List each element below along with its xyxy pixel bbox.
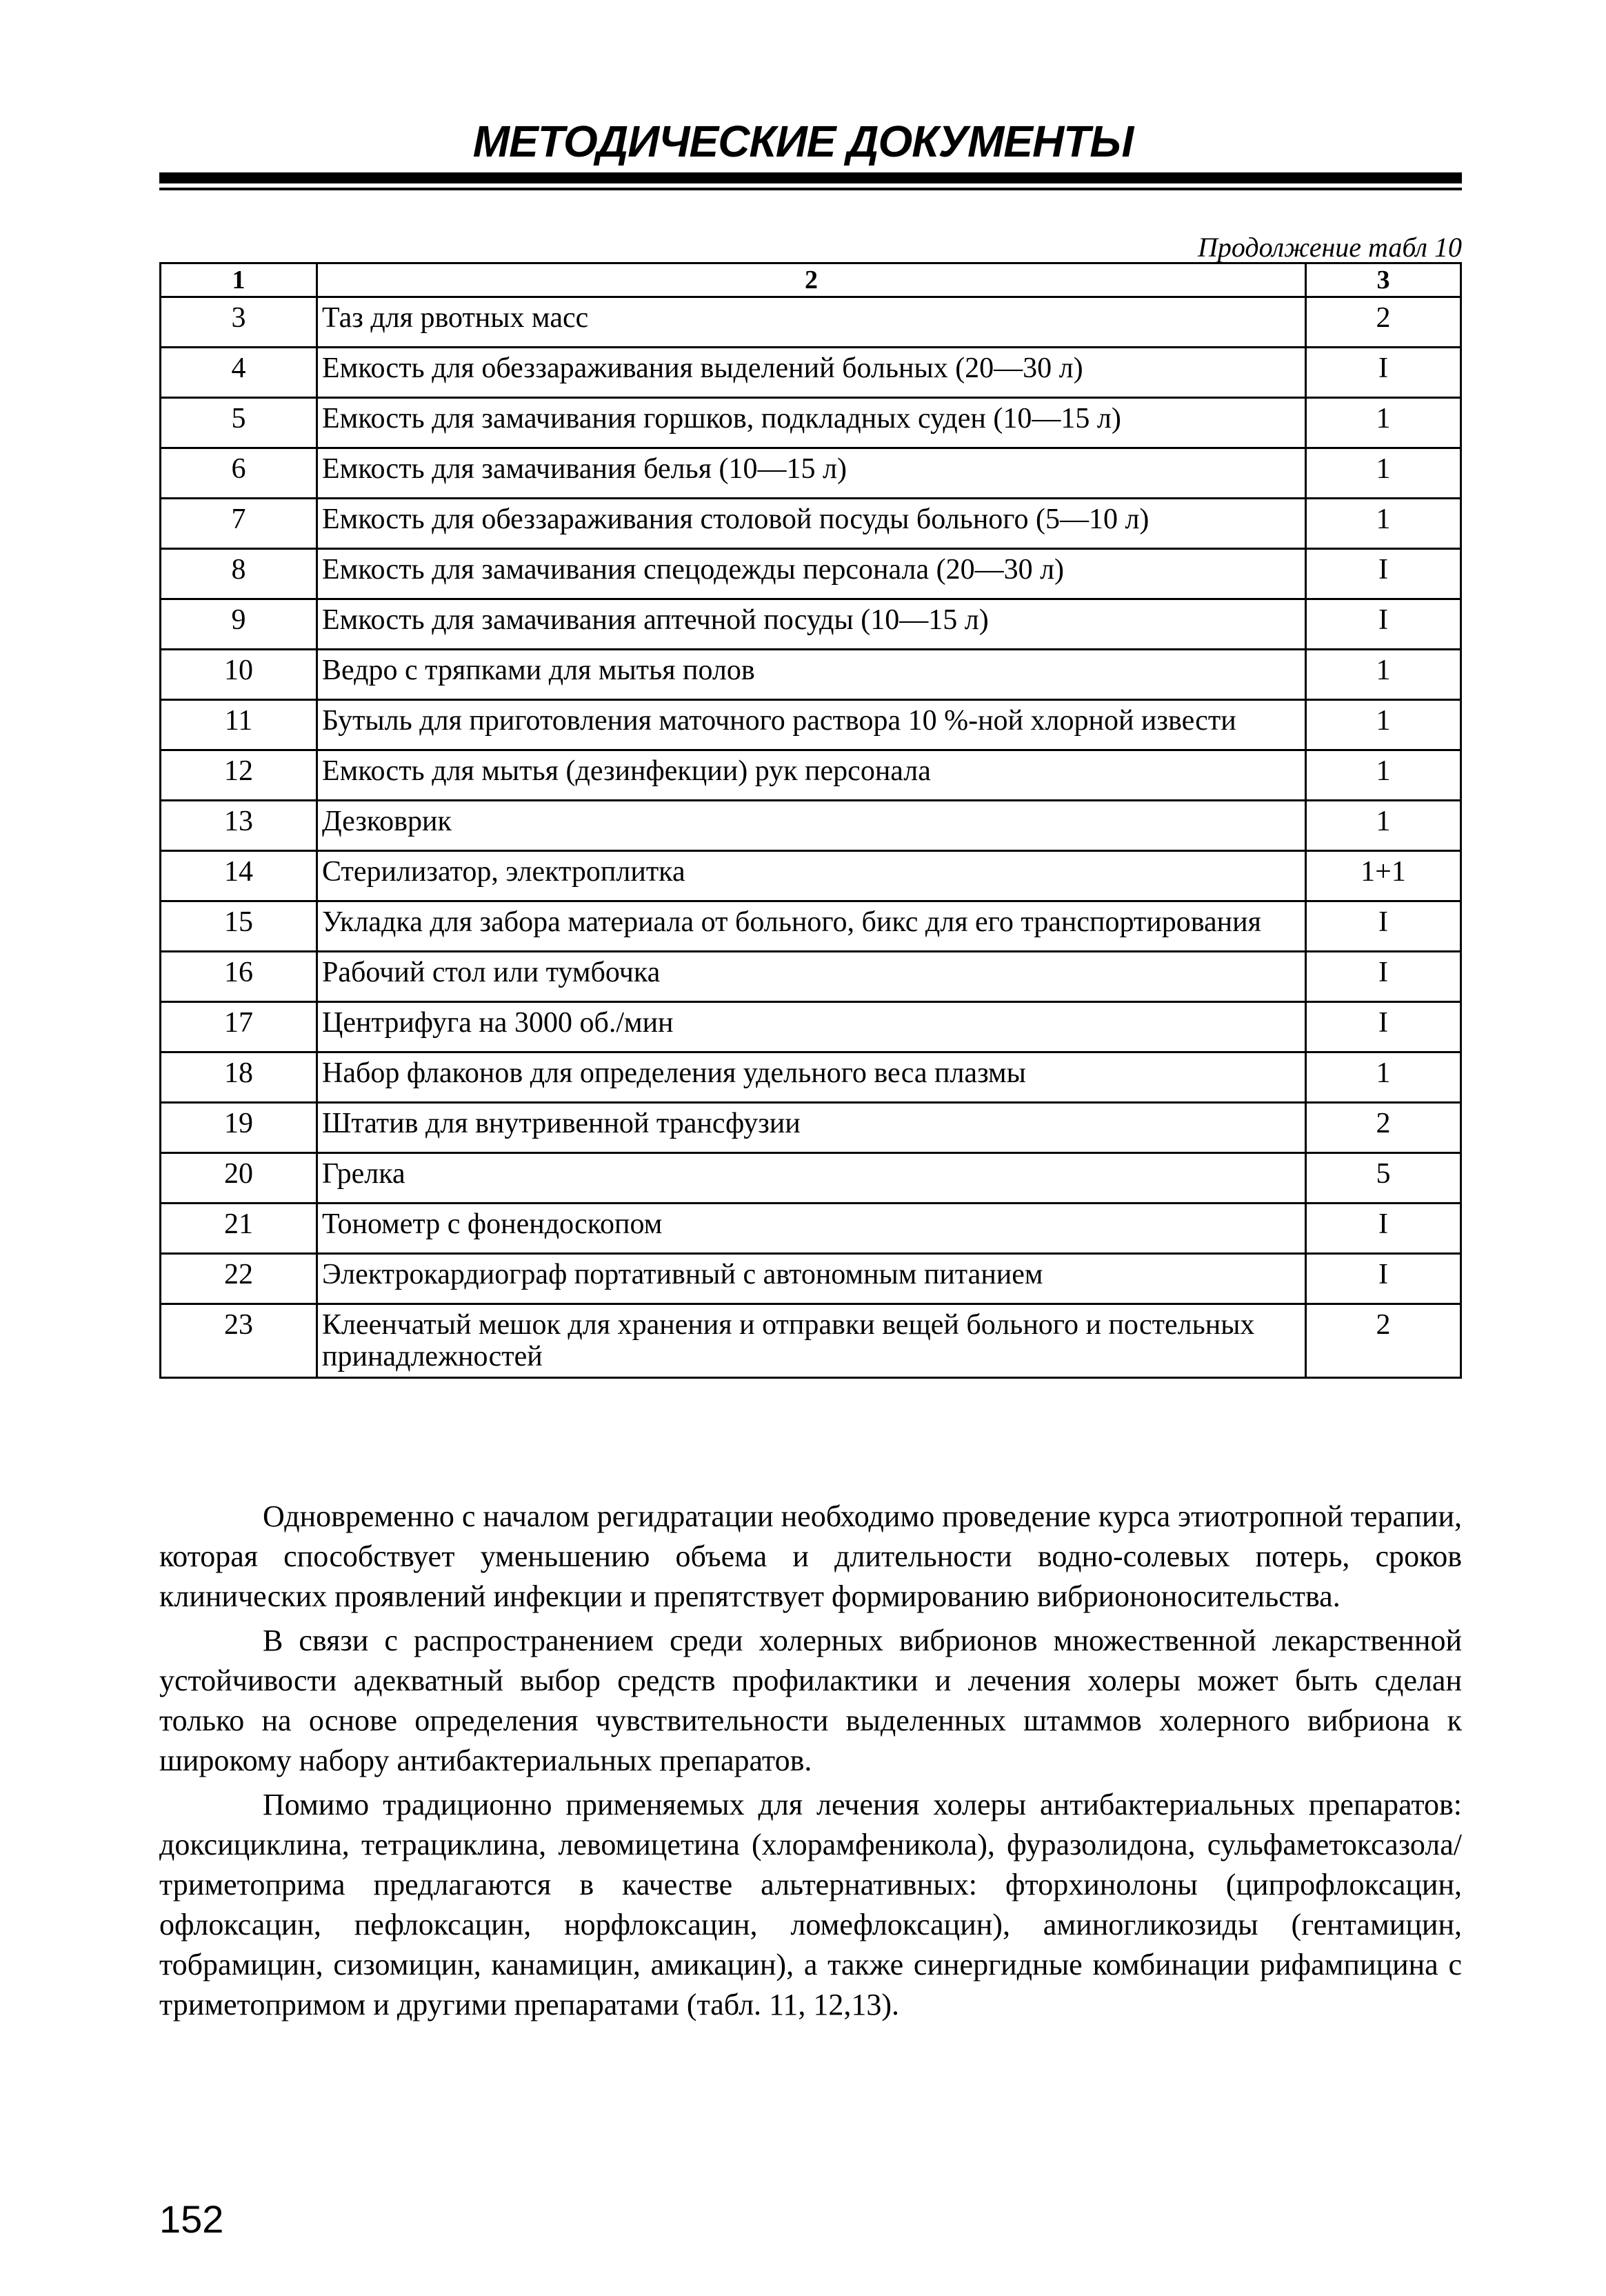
table-row	[161, 1204, 1461, 1254]
item-quantity: 1	[1306, 448, 1461, 499]
table-row	[161, 1052, 1461, 1103]
item-quantity: 1	[1306, 750, 1461, 801]
row-number: 13	[161, 801, 317, 851]
table-row	[161, 448, 1461, 499]
row-number: 21	[161, 1204, 317, 1254]
item-name: Емкость для замачивания спецодежды персонала (20—30 л)	[317, 549, 1306, 599]
table-row	[161, 1002, 1461, 1052]
row-number: 5	[161, 398, 317, 448]
paragraph: Одновременно с началом регидратации необходимо проведение курса этиотропной терапии, которая способствует уменьшению объема и длительности водно-солевых потерь, сроков клинических проявлений инфекции и препятствует формированию вибриононосительства.	[159, 1499, 1462, 1613]
item-name: Стерилизатор, электроплитка	[317, 851, 1306, 901]
item-name: Емкость для обеззараживания столовой посуды больного (5—10 л)	[317, 499, 1306, 549]
item-quantity: I	[1306, 1204, 1461, 1254]
table-row	[161, 599, 1461, 650]
row-number: 4	[161, 348, 317, 398]
table-row	[161, 700, 1461, 750]
row-number: 9	[161, 599, 317, 650]
item-quantity: 1	[1306, 650, 1461, 700]
row-number: 7	[161, 499, 317, 549]
row-number: 16	[161, 952, 317, 1002]
item-name: Электрокардиограф портативный с автономным питанием	[317, 1254, 1306, 1304]
table-row	[161, 398, 1461, 448]
equipment-table	[159, 262, 1462, 1379]
item-quantity: I	[1306, 549, 1461, 599]
item-name: Грелка	[317, 1153, 1306, 1204]
table-row	[161, 1304, 1461, 1378]
item-name: Емкость для замачивания горшков, подкладных суден (10—15 л)	[317, 398, 1306, 448]
table-row	[161, 499, 1461, 549]
table-row	[161, 549, 1461, 599]
table-row	[161, 297, 1461, 348]
row-number: 3	[161, 297, 317, 348]
body-text	[159, 1497, 1462, 2029]
table-header-row	[161, 263, 1461, 297]
table-row	[161, 851, 1461, 901]
item-name: Емкость для обеззараживания выделений больных (20—30 л)	[317, 348, 1306, 398]
row-number: 23	[161, 1304, 317, 1378]
column-header: 2	[317, 263, 1306, 297]
item-name: Емкость для мытья (дезинфекции) рук персонала	[317, 750, 1306, 801]
item-quantity: I	[1306, 952, 1461, 1002]
row-number: 12	[161, 750, 317, 801]
paragraph: Помимо традиционно применяемых для лечения холеры антибактериальных препаратов: доксициклина, тетрациклина, левомицетина (хлорамфеникола), фуразолидона, сульфаметоксазола/триметоприма предлагаются в качестве альтернативных: фторхинолоны (ципрофлоксацин, офлоксацин, пефлоксацин, норфлоксацин, ломефлоксацин), аминогликозиды (гентамицин, тобрамицин, сизомицин, канамицин, амикацин), а также синергидные комбинации рифампицина с триметопримом и другими препаратами (табл. 11, 12,13).	[159, 1788, 1462, 2022]
item-quantity: I	[1306, 1254, 1461, 1304]
item-name: Клеенчатый мешок для хранения и отправки вещей больного и постельных принадлежностей	[317, 1304, 1306, 1378]
paragraph: В связи с распространением среди холерных вибрионов множественной лекарственной устойчивости адекватный выбор средств профилактики и лечения холеры может быть сделан только на основе определения чувствительности выделенных штаммов холерного вибриона к широкому набору антибактериальных препаратов.	[159, 1624, 1462, 1777]
row-number: 14	[161, 851, 317, 901]
item-name: Дезковрик	[317, 801, 1306, 851]
table-caption: Продолжение табл 10	[1197, 232, 1462, 263]
row-number: 18	[161, 1052, 317, 1103]
table-row	[161, 1254, 1461, 1304]
table-row	[161, 952, 1461, 1002]
item-quantity: 1+1	[1306, 851, 1461, 901]
item-name: Тонометр с фонендоскопом	[317, 1204, 1306, 1254]
table-row	[161, 801, 1461, 851]
row-number: 17	[161, 1002, 317, 1052]
table-row	[161, 1103, 1461, 1153]
item-quantity: 1	[1306, 801, 1461, 851]
row-number: 8	[161, 549, 317, 599]
item-quantity: I	[1306, 348, 1461, 398]
column-header: 3	[1306, 263, 1461, 297]
row-number: 20	[161, 1153, 317, 1204]
item-quantity: 1	[1306, 499, 1461, 549]
item-name: Ведро с тряпками для мытья полов	[317, 650, 1306, 700]
row-number: 6	[161, 448, 317, 499]
item-name: Емкость для замачивания белья (10—15 л)	[317, 448, 1306, 499]
item-name: Центрифуга на 3000 об./мин	[317, 1002, 1306, 1052]
item-quantity: 1	[1306, 398, 1461, 448]
table-row	[161, 348, 1461, 398]
item-name: Бутыль для приготовления маточного раствора 10 %-ной хлорной извести	[317, 700, 1306, 750]
item-quantity: I	[1306, 901, 1461, 952]
row-number: 11	[161, 700, 317, 750]
item-name: Рабочий стол или тумбочка	[317, 952, 1306, 1002]
item-name: Таз для рвотных масс	[317, 297, 1306, 348]
item-quantity: 5	[1306, 1153, 1461, 1204]
item-name: Набор флаконов для определения удельного веса плазмы	[317, 1052, 1306, 1103]
item-quantity: 2	[1306, 297, 1461, 348]
header-rule-thin	[159, 188, 1462, 190]
header-rule	[159, 172, 1462, 183]
page-number: 152	[159, 2197, 224, 2241]
table-row	[161, 901, 1461, 952]
item-quantity: I	[1306, 599, 1461, 650]
row-number: 10	[161, 650, 317, 700]
column-header: 1	[161, 263, 317, 297]
item-name: Штатив для внутривенной трансфузии	[317, 1103, 1306, 1153]
item-quantity: 1	[1306, 1052, 1461, 1103]
item-quantity: 2	[1306, 1103, 1461, 1153]
table-row	[161, 750, 1461, 801]
row-number: 15	[161, 901, 317, 952]
item-name: Укладка для забора материала от больного, бикс для его транспортирования	[317, 901, 1306, 952]
item-quantity: 1	[1306, 700, 1461, 750]
item-name: Емкость для замачивания аптечной посуды (10—15 л)	[317, 599, 1306, 650]
item-quantity: I	[1306, 1002, 1461, 1052]
row-number: 22	[161, 1254, 317, 1304]
row-number: 19	[161, 1103, 317, 1153]
running-header: МЕТОДИЧЕСКИЕ ДОКУМЕНТЫ	[472, 117, 1134, 166]
table-row	[161, 650, 1461, 700]
item-quantity: 2	[1306, 1304, 1461, 1378]
table-row	[161, 1153, 1461, 1204]
